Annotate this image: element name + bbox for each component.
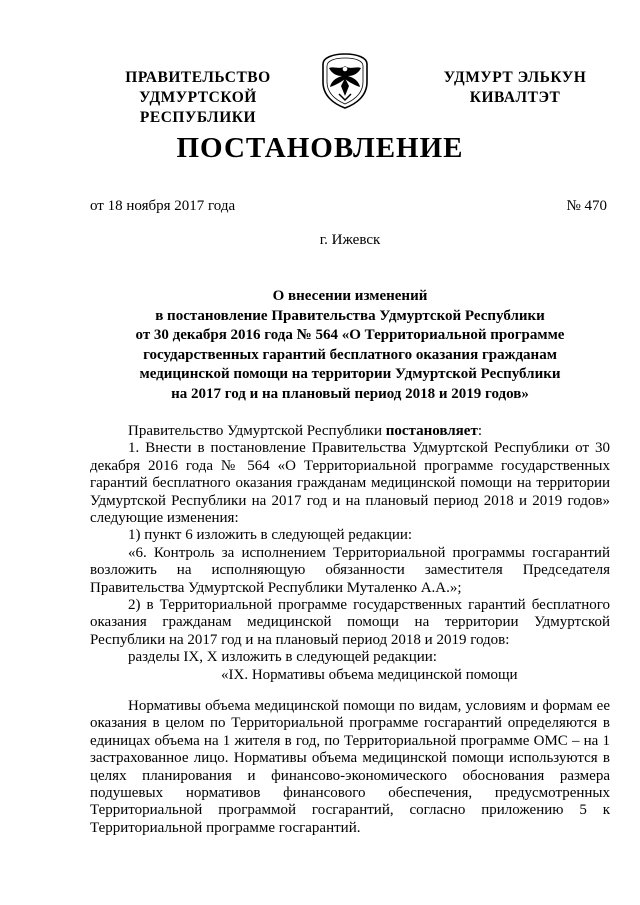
paragraph-5: разделы IX, X изложить в следующей редакции: bbox=[128, 649, 437, 666]
paragraph-6: Нормативы объема медицинской помощи по видам, условиям и формам ее оказания в целом по Территориальной программе госгарантий определяются в единицах объема на 1 жителя в год, по Территориальной программе ОМС – на 1 застрахованное лицо. Нормативы объема медицинской помощи используются в целях планирования и финансово-экономического обоснования размера подушевых нормативов финансового обеспечения, предусмотренных Территориальной программой госгарантий, согласно приложению 5 к Территориальной программе госгарантий. bbox=[90, 698, 610, 836]
document-city: г. Ижевск bbox=[319, 232, 381, 248]
subject-line: государственных гарантий бесплатного оказания гражданам bbox=[143, 346, 557, 363]
document-body bbox=[90, 423, 610, 684]
paragraph-4: 2) в Территориальной программе государственных гарантий бесплатного оказания гражданам медицинской помощи на территории Удмуртской Республики на 2017 год и на плановый период 2018 и 2019 годов: bbox=[90, 597, 610, 648]
header-right bbox=[430, 68, 600, 108]
intro-paragraph bbox=[90, 423, 610, 440]
document-subject bbox=[70, 287, 630, 404]
intro-end: : bbox=[477, 423, 482, 439]
subject-line: на 2017 год и на плановый период 2018 и 2019 годов» bbox=[171, 385, 529, 402]
subject-line: от 30 декабря 2016 года № 564 «О Территориальной программе bbox=[135, 327, 565, 343]
paragraph-1: 1. Внести в постановление Правительства Удмуртской Республики от 30 декабря 2016 года № 564 «О Территориальной программе государственных гарантий бесплатного оказания гражданам медицинской помощи на территории Удмуртской Республики на 2017 год и на плановый период 2018 и 2019 годов» следующие изменения: bbox=[90, 440, 610, 527]
document-title: ПОСТАНОВЛЕНИЕ bbox=[176, 132, 464, 164]
header-right-line1: УДМУРТ ЭЛЬКУН bbox=[443, 69, 587, 86]
intro-bold: постановляет bbox=[385, 423, 478, 439]
header-left-line2: УДМУРТСКОЙ РЕСПУБЛИКИ bbox=[139, 89, 257, 126]
paragraph-2: 1) пункт 6 изложить в следующей редакции: bbox=[128, 527, 413, 544]
section-body bbox=[90, 698, 610, 837]
header-right-line2: КИВАЛТЭТ bbox=[469, 89, 561, 106]
subject-line: О внесении изменений bbox=[272, 288, 428, 304]
subject-line: в постановление Правительства Удмуртской Республики bbox=[155, 307, 545, 324]
paragraph-3: «6. Контроль за исполнением Территориальной программы госгарантий возложить на исполняющую обязанности заместителя Председателя Правительства Удмуртской Республики Муталенко А.А.»; bbox=[90, 544, 610, 596]
document-number: № 470 bbox=[566, 198, 607, 214]
document-date: от 18 ноября 2017 года bbox=[90, 198, 236, 214]
intro-text: Правительство Удмуртской Республики bbox=[128, 423, 386, 439]
section-heading: «IX. Нормативы объема медицинской помощи bbox=[221, 666, 518, 683]
header-left bbox=[82, 68, 314, 128]
udmurt-emblem-icon bbox=[320, 52, 370, 110]
subject-line: медицинской помощи на территории Удмуртской Республики bbox=[139, 366, 561, 382]
header-left-line1: ПРАВИТЕЛЬСТВО bbox=[125, 69, 271, 86]
